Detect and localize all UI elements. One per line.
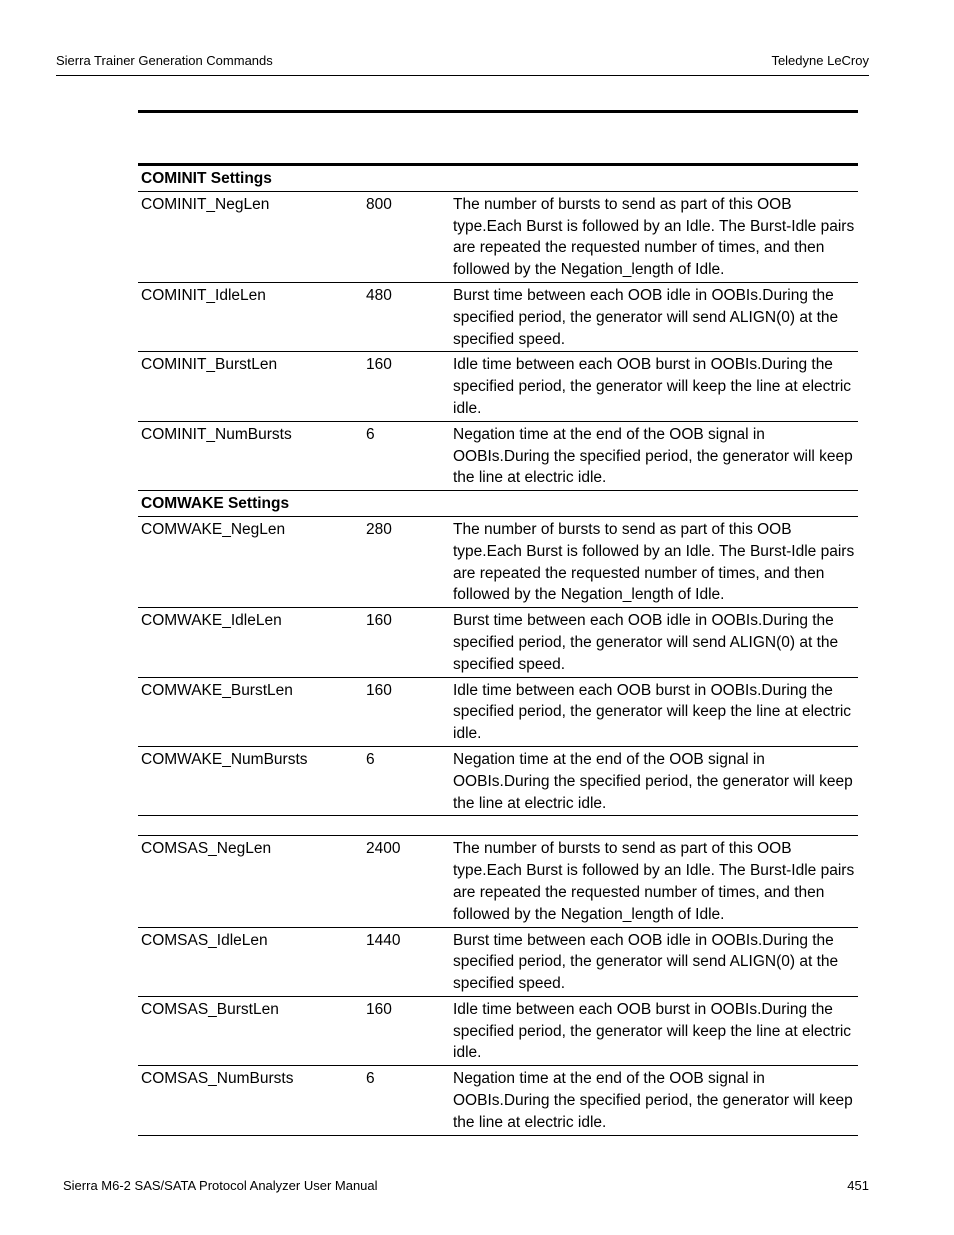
parameter-value: 6 (363, 421, 450, 490)
parameter-description: The number of bursts to send as part of this OOB type.Each Burst is followed by an Idle. The Burst-Idle pairs are repeated the requested number of times, and then followed by the Negation_length of Idle. (450, 836, 858, 927)
parameter-name: COMINIT_NumBursts (138, 421, 363, 490)
table-row (138, 352, 858, 421)
parameter-name: COMWAKE_NumBursts (138, 746, 363, 815)
table-row (138, 746, 858, 815)
header-divider (56, 75, 869, 76)
parameter-description: Idle time between each OOB burst in OOBIs.During the specified period, the generator will keep the line at electric idle. (450, 996, 858, 1065)
parameter-name: COMSAS_IdleLen (138, 927, 363, 996)
parameter-value: 160 (363, 608, 450, 677)
parameter-name: COMSAS_BurstLen (138, 996, 363, 1065)
parameter-value: 1440 (363, 927, 450, 996)
section-top-rule (138, 110, 858, 113)
parameter-description: Negation time at the end of the OOB signal in OOBIs.During the specified period, the generator will keep the line at electric idle. (450, 746, 858, 815)
parameter-description: The number of bursts to send as part of this OOB type.Each Burst is followed by an Idle. The Burst-Idle pairs are repeated the requested number of times, and then followed by the Negation_length of Idle. (450, 516, 858, 607)
section-heading-row (138, 816, 858, 836)
section-heading-row (138, 165, 858, 192)
parameter-name: COMINIT_BurstLen (138, 352, 363, 421)
parameter-description: Negation time at the end of the OOB signal in OOBIs.During the specified period, the generator will keep the line at electric idle. (450, 1066, 858, 1135)
parameter-value: 280 (363, 516, 450, 607)
parameter-name: COMINIT_IdleLen (138, 282, 363, 351)
parameter-description: Burst time between each OOB idle in OOBIs.During the specified period, the generator will send ALIGN(0) at the specified speed. (450, 927, 858, 996)
parameter-description: Idle time between each OOB burst in OOBIs.During the specified period, the generator will keep the line at electric idle. (450, 352, 858, 421)
section-heading-row (138, 491, 858, 517)
parameter-value: 160 (363, 996, 450, 1065)
table-row (138, 516, 858, 607)
running-footer-title: Sierra M6-2 SAS/SATA Protocol Analyzer User Manual (63, 1178, 378, 1193)
running-header-company: Teledyne LeCroy (771, 53, 869, 68)
table-row (138, 421, 858, 490)
parameter-name: COMWAKE_NegLen (138, 516, 363, 607)
table-row (138, 677, 858, 746)
running-header-title: Sierra Trainer Generation Commands (56, 53, 273, 68)
parameter-value: 2400 (363, 836, 450, 927)
parameter-value: 160 (363, 352, 450, 421)
table-row (138, 836, 858, 927)
parameter-name: COMSAS_NegLen (138, 836, 363, 927)
parameter-description: Idle time between each OOB burst in OOBIs.During the specified period, the generator will keep the line at electric idle. (450, 677, 858, 746)
parameter-description: Negation time at the end of the OOB signal in OOBIs.During the specified period, the generator will keep the line at electric idle. (450, 421, 858, 490)
section-title: COMWAKE Settings (138, 491, 858, 517)
table-row (138, 608, 858, 677)
parameter-description: Burst time between each OOB idle in OOBIs.During the specified period, the generator will send ALIGN(0) at the specified speed. (450, 282, 858, 351)
page-number: 451 (847, 1178, 869, 1193)
parameter-description: The number of bursts to send as part of this OOB type.Each Burst is followed by an Idle. The Burst-Idle pairs are repeated the requested number of times, and then followed by the Negation_length of Idle. (450, 191, 858, 282)
table-row (138, 996, 858, 1065)
parameter-value: 160 (363, 677, 450, 746)
parameter-name: COMWAKE_IdleLen (138, 608, 363, 677)
parameter-value: 800 (363, 191, 450, 282)
oob-settings-table (138, 163, 858, 1136)
section-title: COMINIT Settings (138, 165, 858, 192)
parameter-name: COMWAKE_BurstLen (138, 677, 363, 746)
parameter-name: COMINIT_NegLen (138, 191, 363, 282)
parameter-value: 6 (363, 746, 450, 815)
parameter-value: 6 (363, 1066, 450, 1135)
parameter-value: 480 (363, 282, 450, 351)
table-row (138, 282, 858, 351)
parameter-name: COMSAS_NumBursts (138, 1066, 363, 1135)
section-title (138, 816, 858, 836)
table-row (138, 1066, 858, 1135)
table-row (138, 191, 858, 282)
parameter-description: Burst time between each OOB idle in OOBIs.During the specified period, the generator will send ALIGN(0) at the specified speed. (450, 608, 858, 677)
table-row (138, 927, 858, 996)
